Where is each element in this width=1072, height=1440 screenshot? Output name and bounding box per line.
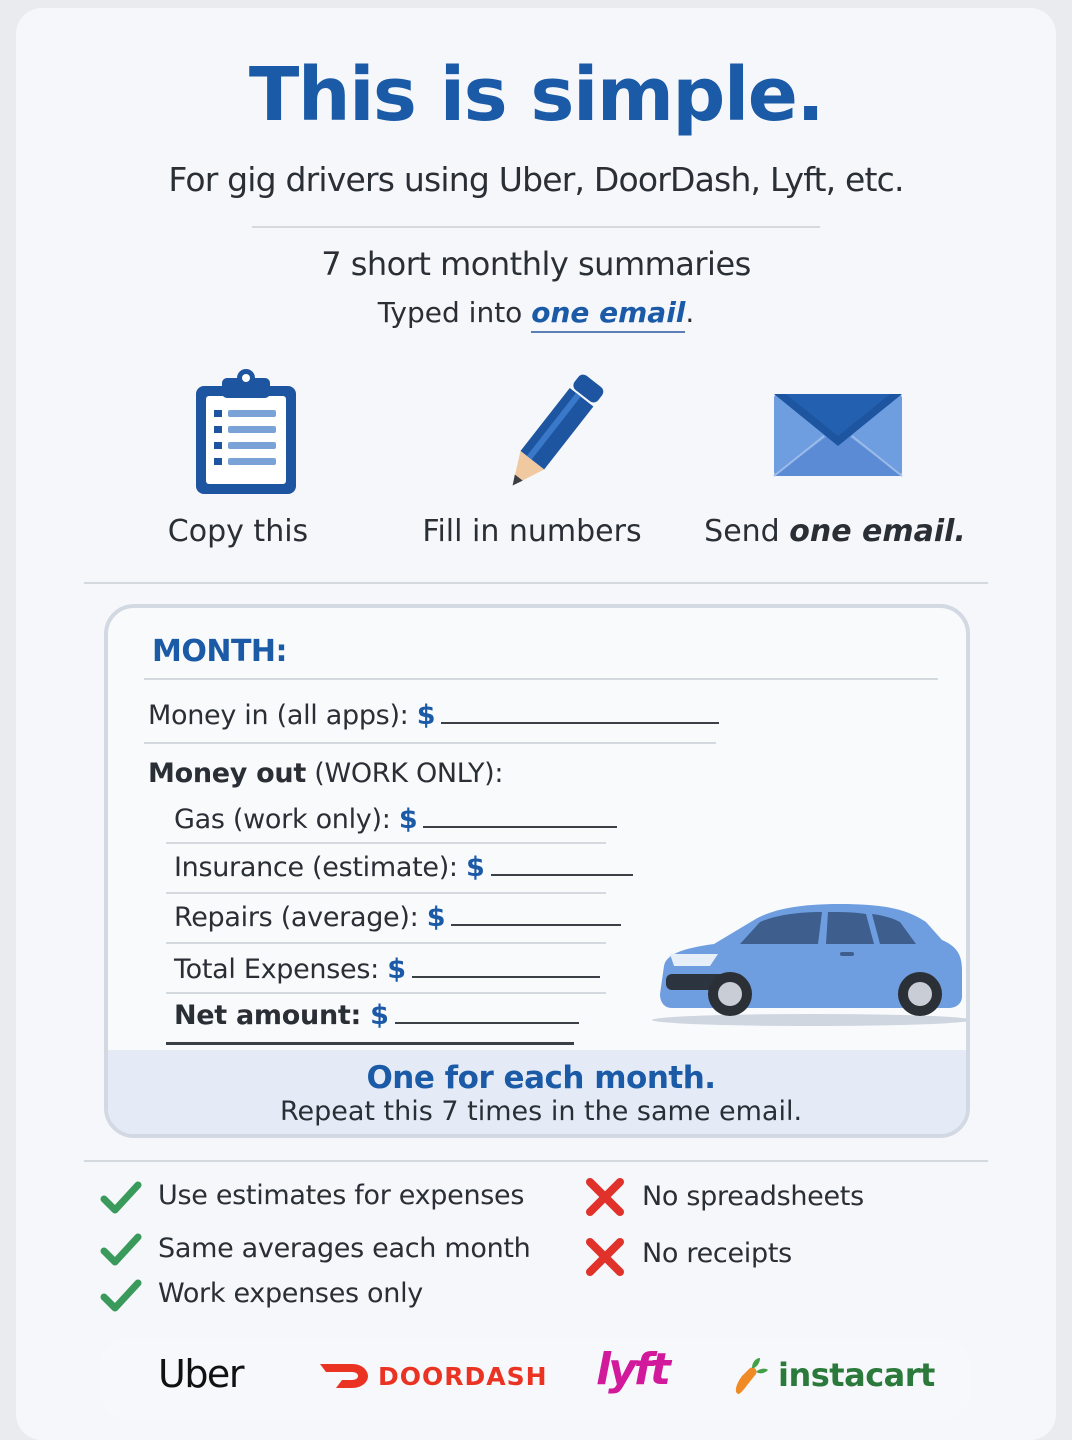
divider [84, 582, 988, 584]
carrot-icon [728, 1354, 772, 1402]
doordash-icon [318, 1360, 370, 1396]
total-expenses-blank [412, 976, 600, 978]
divider [144, 678, 938, 680]
repeat-instruction: Repeat this 7 times in the same email. [279, 1096, 803, 1127]
do-item: Use estimates for expenses [158, 1180, 525, 1211]
divider [252, 226, 820, 228]
page-title: This is simple. [248, 52, 824, 138]
do-item: Work expenses only [158, 1278, 423, 1309]
instacart-logo: instacart [778, 1356, 935, 1394]
gas-row: Gas (work only): $ [174, 804, 617, 835]
divider [166, 1042, 574, 1045]
gas-blank [423, 826, 617, 828]
cross-icon [584, 1236, 626, 1282]
do-item: Same averages each month [158, 1233, 531, 1264]
envelope-icon [772, 392, 904, 482]
doordash-logo: DOORDASH [378, 1362, 548, 1391]
net-amount-row: Net amount: $ [174, 1000, 579, 1031]
check-icon [100, 1278, 142, 1318]
divider [166, 892, 606, 894]
insurance-blank [491, 874, 633, 876]
repairs-blank [451, 924, 621, 926]
money-out-heading: Money out (WORK ONLY): [148, 758, 504, 789]
divider [166, 842, 606, 844]
typed-into-text: Typed into one email. [0, 296, 1072, 329]
insurance-row: Insurance (estimate): $ [174, 852, 633, 883]
lyft-logo: lyft [596, 1344, 668, 1395]
dont-item: No receipts [642, 1238, 792, 1269]
uber-logo: Uber [158, 1352, 243, 1396]
pencil-icon [492, 366, 608, 510]
step-fill-label: Fill in numbers [422, 514, 642, 549]
money-in-row: Money in (all apps): $ [148, 700, 719, 731]
month-template-box [104, 604, 970, 1138]
divider [166, 992, 606, 994]
net-amount-blank [395, 1022, 579, 1024]
check-icon [100, 1232, 142, 1272]
step-copy-label: Copy this [167, 514, 309, 549]
divider [166, 942, 606, 944]
month-label: MONTH: [152, 634, 288, 669]
clipboard-icon [190, 368, 302, 502]
dont-item: No spreadsheets [642, 1181, 864, 1212]
one-email-emphasis: one email [531, 296, 685, 333]
total-expenses-row: Total Expenses: $ [174, 954, 600, 985]
one-for-each-month: One for each month. [366, 1060, 716, 1096]
step-send-label: Send one email. [704, 514, 966, 549]
money-in-blank [441, 722, 719, 724]
check-icon [100, 1180, 142, 1220]
car-illustration [644, 892, 970, 1036]
summaries-text: 7 short monthly summaries [321, 245, 751, 283]
divider [84, 1160, 988, 1162]
repairs-row: Repairs (average): $ [174, 902, 621, 933]
divider [144, 742, 716, 744]
page-subtitle: For gig drivers using Uber, DoorDash, Lyft, etc. [168, 160, 904, 199]
cross-icon [584, 1176, 626, 1222]
